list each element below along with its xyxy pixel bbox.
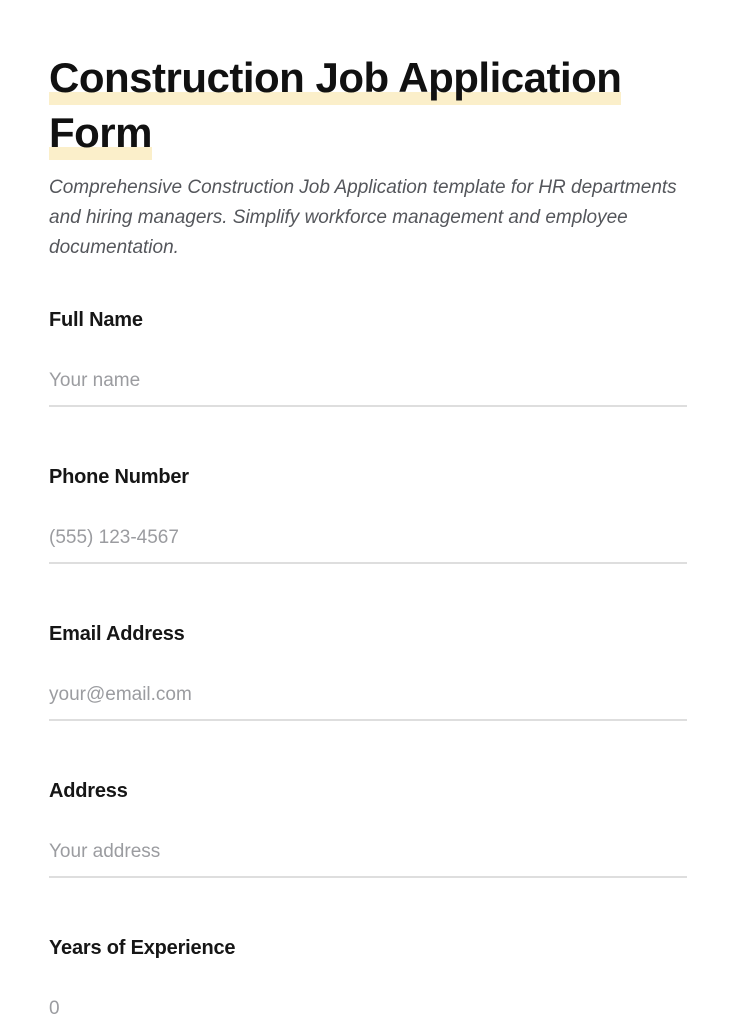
years-of-experience-label: Years of Experience — [49, 937, 236, 959]
full-name-input[interactable] — [49, 360, 687, 407]
email-address-label: Email Address — [49, 623, 185, 645]
years-of-experience-input[interactable] — [49, 988, 687, 1024]
address-input[interactable] — [49, 831, 687, 878]
phone-number-label: Phone Number — [49, 466, 189, 488]
email-address-input[interactable] — [49, 674, 687, 721]
address-label: Address — [49, 780, 128, 802]
page-title-line-1: Construction Job Application — [49, 50, 621, 105]
field-full-name — [49, 308, 687, 407]
page-description: Comprehensive Construction Job Application template for HR departments and hiring managers. Simplify workforce management and employee documentation. — [49, 177, 677, 258]
field-years-of-experience — [49, 936, 687, 1024]
field-email-address — [49, 622, 687, 721]
page-title — [49, 50, 687, 160]
phone-number-input[interactable] — [49, 517, 687, 564]
field-address — [49, 779, 687, 878]
page-title-line-2: Form — [49, 105, 152, 160]
field-phone-number — [49, 465, 687, 564]
full-name-label: Full Name — [49, 309, 143, 331]
form-fields — [49, 308, 687, 1024]
